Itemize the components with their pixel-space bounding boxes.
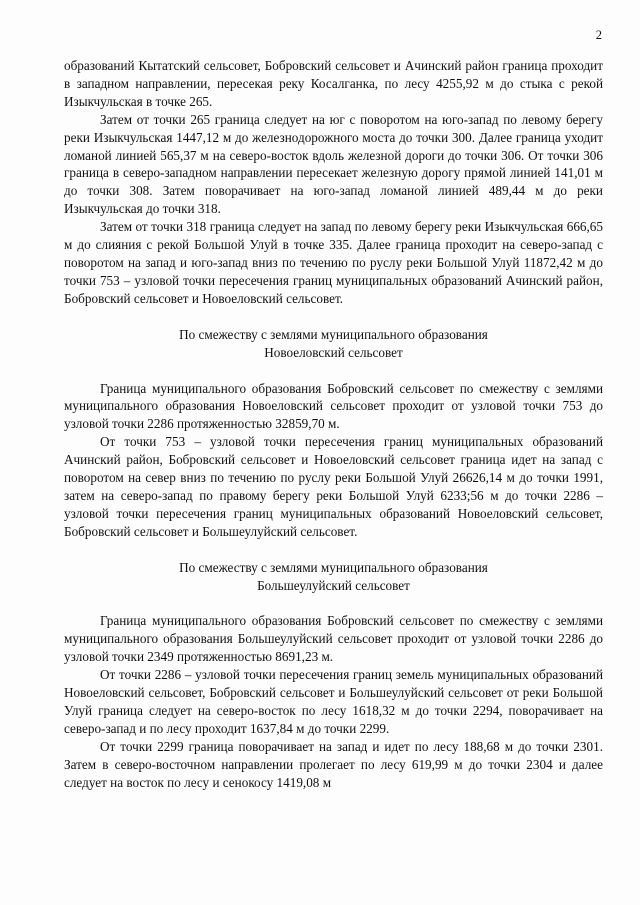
section-heading-line: Большеулуйский сельсовет — [257, 577, 410, 593]
document-body — [64, 57, 603, 792]
paragraph: От точки 2286 – узловой точки пересечения границ земель муниципальных образований Новоеловский сельсовет, Бобровский сельсовет и Большеулуйский сельсовет от реки Большой Улуй граница следует на северо-восток по лесу 1618,32 м до точки 2294, поворачивает на северо-запад и по лесу проходит 1637,84 м до точки 2299. — [64, 667, 603, 736]
paragraph-continuation: образований Кытатский сельсовет, Бобровский сельсовет и Ачинский район граница проходит в западном направлении, пересекая реку Косалганка, по лесу 4255,92 м до стыка с рекой Изыкчульская в точке 265. — [64, 58, 603, 109]
section-heading-line: По смежеству с землями муниципального образования — [179, 559, 488, 575]
paragraph: Затем от точки 265 граница следует на юг с поворотом на юго-запад по левому берегу реки Изыкчульская 1447,12 м до железнодорожного моста до точки 300. Далее граница уходит ломаной линией 565,37 м на северо-восток вдоль железной дороги до точки 306. От точки 306 граница в северо-западном направлении пересекает железную дорогу прямой линией 141,01 м до точки 308. Затем поворачивает на юго-запад ломаной линией 489,44 м до реки Изыкчульская до точки 318. — [64, 111, 603, 217]
paragraph: Граница муниципального образования Бобровский сельсовет по смежеству с землями муниципального образования Новоеловский сельсовет проходит от узловой точки 753 до узловой точки 2286 протяженностью 32859,70 м. — [64, 380, 603, 432]
section-heading-line: Новоеловский сельсовет — [264, 344, 403, 360]
paragraph: От точки 2299 граница поворачивает на запад и идет по лесу 188,68 м до точки 2301. Затем в северо-восточном направлении пролегает по лесу 619,99 м до точки 2304 и далее следует на восток по лесу и сенокосу 1419,08 м — [64, 738, 603, 790]
paragraph: Затем от точки 318 граница следует на запад по левому берегу реки Изыкчульская 666,65 м до слияния с рекой Большой Улуй в точке 335. Далее граница проходит на северо-запад с поворотом на запад и юго-запад вниз по течению по руслу реки Большой Улуй 11872,42 м до точки 753 – узловой точки пересечения границ муниципальных образований Ачинский район, Бобровский сельсовет и Новоеловский сельсовет. — [64, 219, 603, 306]
page-number: 2 — [595, 28, 602, 42]
paragraph: Граница муниципального образования Бобровский сельсовет по смежеству с землями муниципального образования Большеулуйский сельсовет проходит от узловой точки 2286 до узловой точки 2349 протяженностью 8691,23 м. — [64, 613, 603, 665]
section-heading-line: По смежеству с землями муниципального образования — [179, 326, 488, 342]
paragraph: От точки 753 – узловой точки пересечения границ муниципальных образований Ачинский район, Бобровский сельсовет и Новоеловский сельсовет граница идет на запад с поворотом на север вниз по течению по руслу реки Большой Улуй 26626,14 м до точки 1991, затем на северо-запад по правому берегу реки Большой Улуй 6233;56 м до точки 2286 – узловой точки пересечения границ муниципальных образований Новоеловский сельсовет, Бобровский сельсовет и Большеулуйский сельсовет. — [64, 434, 603, 539]
